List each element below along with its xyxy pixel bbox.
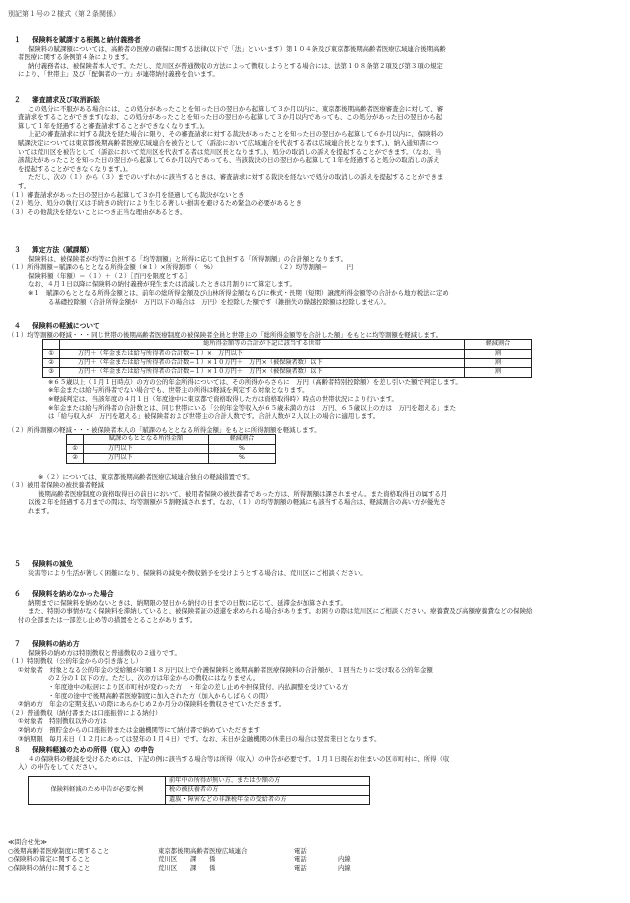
section-8-line: ４の保険料の軽減を受けるためには、下記の例に該当する場合等は所得（収入）の申告が必要です。１月１日現在お住まいの区市町村に、所得（収 [28, 754, 450, 763]
income-share-reduction-table [66, 434, 276, 463]
contact-row: ○後期高齢者医療制度に関すること 東京都後期高齢者医療広域連合 電話 [8, 846, 307, 855]
section-2-line: いては荒川区を被告として（訴訟において荒川区を代表する者は荒川区長となります。)、処分の取消しの訴えを提起することができます。（なお、当 [18, 147, 442, 156]
section-7-line: ②納め方 年金の定期支払いの際にあらかじめ２か月分の保険料を徴収させていただきます。 [18, 700, 286, 709]
table-row: 税の被扶養者の方 [29, 786, 370, 795]
table-header: 総所得金額等の合計が下記に該当する世帯 [60, 340, 465, 349]
section-4-line: 以後２年を経過する月までの間は、均等割額が５割軽減されます。なお、（１）の均等割額の軽減にも該当する場合は、軽減割合の高い方が優先さ [28, 498, 447, 507]
section-4-title: ４ 保険料の軽減について [14, 322, 100, 330]
section-4-note: ※年金または給与所得者の合計数とは、同じ世帯にいる「公的年金等収入が６５歳未満の方は 万円、６５歳以上の方は 万円を超える」また [48, 403, 456, 412]
section-4-note: ※年金または給与所得者でない場合でも、世帯主の所得は軽減を判定する対象となります。 [48, 386, 309, 395]
section-7-line: 保険料の納め方は特別徴収と普通徴収の２通りです。 [28, 648, 181, 657]
section-2-line: この処分に不服がある場合には、この処分があったことを知った日の翌日から起算して３か月以内に、東京都後期高齢者医療審査会に対して、審 [28, 104, 444, 113]
table-row: ② 万円＋（年金または給与所得者の合計数−１）×１０万円＋ 万円×（被保険者数）以下 割 [43, 359, 532, 368]
section-4-line: れます。 [28, 506, 54, 515]
section-2-line: 上記の審査請求に対する裁決を経た場合に限り、その審査請求に対する裁決があったことを知った日の翌日から起算して６か月以内に、保険料の [28, 130, 444, 139]
section-2-title: ２ 審査請求及び取消訴訟 [14, 96, 100, 104]
section-1-line: 保険料の賦課額については、高齢者の医療の確保に関する法律(以下で「法」といいます）第１０４条及び東京都後期高齢者医療広域連合後期高齢 [28, 44, 446, 53]
contact-section [8, 838, 620, 872]
section-3-line: 保険料は、被保険者が均等に負担する「均等割額」と所得に応じて負担する「所得割額」の合計額となります。 [28, 254, 348, 263]
section-2-item: （３）その他裁決を経ないことにつき正当な理由があるとき。 [8, 207, 187, 216]
section-4-note: ※軽減判定は、当該年度の４月１日（年度途中に東京都で資格取得した方は資格取得時）時点の世帯状況により行います。 [48, 395, 398, 403]
section-1-line: 納付義務者は、被保険者本人です。ただし、荒川区が普通徴収の方法によって徴収しようとする場合には、法第１０８条第２項及び第３項の規定 [28, 61, 443, 70]
section-3-formula: （１）所得割額＝賦課のもととなる所得金額（※１）×所得割率（ %） （２）均等割額＝ 円 [8, 263, 354, 272]
form-header: 別記第１号の２様式（第２条関係） [8, 10, 120, 18]
section-2-line: を提起することができなくなります。)。 [18, 164, 132, 173]
section-8-line: 入）の申告をしてください。 [18, 763, 102, 772]
equal-share-reduction-table [42, 339, 532, 378]
table-header: 賦課のもととなる所得金額 [84, 435, 209, 444]
section-3-line: 保険料額（年額）＝（１）＋（２）［百円を限度とする］ [28, 271, 191, 280]
section-6-line: 付の全部または一部差し止め等の措置をとることがあります。 [18, 615, 197, 624]
contact-title: ≪問合せ先≫ [8, 838, 47, 846]
section-4-note: ※（２）については、東京都後期高齢者医療広域連合独自の軽減措置です。 [38, 472, 254, 481]
table-row: 遺族・障害などの非課税年金の受給者の方 [29, 795, 370, 804]
section-7-line: の２分の１以下の方。ただし、次の方は年金からの徴収にはなりません。 [48, 674, 260, 683]
section-3 [8, 246, 620, 306]
section-7-line: ③納期限 毎月末日（１２月にあっては翌年の１月４日）です。なお、末日が金融機関の休業日の場合は翌営業日となります。 [18, 734, 381, 743]
section-8 [8, 746, 620, 805]
section-6-title: ６ 保険料を納めなかった場合 [14, 590, 114, 598]
table-row: ① 万円以下 % [67, 444, 276, 453]
section-7-title: ７ 保険料の納め方 [14, 640, 80, 648]
section-1-line: 者医療に関する条例第４条によります。 [18, 53, 133, 62]
section-7-line: ①対象者 対象となる公的年金の受給額が年額１８万円以上で介護保険料と後期高齢者医療保険料の合計額が、１回当たりに受け取る公的年金額 [18, 665, 433, 674]
section-3-title: ３ 算定方法（賦課額） [14, 246, 94, 254]
section-2-line: ただし、次の（１）から（３）までのいずれかに該当するときは、審査請求に対する裁決を経ないで処分の取消しの訴えを提起することができま [28, 173, 444, 182]
section-5-title: ５ 保険料の減免 [14, 560, 73, 568]
section-6-line: 納期までに保険料を納めないときは、納期限の翌日から納付の日までの日数に応じて、延滞金が加算されます。 [28, 598, 347, 607]
section-7-line: ①対象者 特別徴収以外の方は [18, 717, 107, 726]
section-3-note: ※１ 賦課のもととなる所得金額とは、前年の総所得金額及び山林所得金額ならびに株式・長期（短期）譲渡所得金額等の合計から地方税法に定め [28, 288, 449, 297]
section-2-line: 該裁決があったことを知った日の翌日から起算して６か月以内であっても、当該裁決の日の翌日から起算して１年を経過すると処分の取消しの訴え [18, 156, 440, 165]
section-1-title: １ 保険料を賦課する根拠と納付義務者 [14, 36, 141, 44]
section-2-line: 賦課決定については東京都後期高齢者医療広域連合を被告として（訴訟において広域連合を代表する者は広域連合長となります。)、納入通知書につ [18, 138, 439, 147]
table-header: 軽減割合 [209, 435, 276, 444]
section-3-line: なお、４月１日以降に保険料の納付義務が発生または消滅したときは月割りにて算定します。 [28, 280, 296, 289]
section-7-line: ・年度途中の転居により区市町村が変わった方 ・年金の差し止めや担保貸付、内払調整を受けている方 [48, 682, 349, 691]
section-4-para: （２）所得割額の軽減・・・被保険者本人の「賦課のもととなる所得金額」をもとに所得割額を軽減します。 [8, 425, 321, 434]
section-5 [8, 560, 620, 577]
section-4 [8, 322, 620, 516]
section-7-line: ②納め方 預貯金からの口座振替または金融機関等にて納付書で納めていただきます [18, 725, 261, 734]
section-2-item: （２）処分、処分の執行又は手続きの続行により生じる著しい損害を避けるため緊急の必要があるとき [8, 199, 302, 208]
section-2-line: 査請求をすることができます(なお、この処分があったことを知った日の翌日から起算して３か月以内であっても、この処分があった日の翌日から起 [18, 113, 443, 122]
section-7-line: ・年度の途中で後期高齢者医療制度に加入された方（加入からしばらくの間） [48, 691, 272, 700]
table-row: 保険料軽減のため申告が必要な例 前年中の所得が無い方、または少額の方 [29, 776, 370, 785]
section-4-note: ※６５歳以上（１月１日時点）の方の公的年金所得については、その所得からさらに 万円（高齢者特別控除額）を差し引いた額で判定します。 [48, 377, 462, 386]
section-4-line: 後期高齢者医療制度の資格取得日の前日において、被用者保険の被扶養者であった方は、所得割額は課されません。また資格取得日の属する月 [38, 489, 448, 498]
table-row: ③ 万円＋（年金または給与所得者の合計数−１）×１０万円＋ 万円×（被保険者数）以下 割 [43, 368, 532, 377]
contact-row: ○保険料の算定に関すること 荒川区 課 係 電話 内線 [8, 855, 351, 864]
section-7-line: （１）特別徴収（公的年金からの引き落とし） [8, 657, 143, 666]
table-header: 軽減割合 [465, 340, 532, 349]
section-7 [8, 640, 620, 743]
table-row: ② 万円以下 % [67, 454, 276, 463]
section-3-note: る基礎控除額（合計所得金額が 万円以下の場合は 万円）を控除した額です（雑損失の繰越控除額は控除しません）。 [48, 297, 390, 306]
table-row: ① 万円＋（年金または給与所得者の合計数−１）× 万円以下 割 [43, 349, 532, 358]
section-4-para: （１）均等割額の軽減・・・同じ世帯の後期高齢者医療制度の被保険者全員と世帯主の「総所得金額等を合計した額」をもとに均等割額を軽減します。 [8, 330, 443, 339]
section-1 [8, 36, 620, 79]
section-4-para: （３）被用者保険の被扶養者軽減 [8, 481, 104, 490]
section-5-line: 災害等により生活が著しく困難になり、保険料の減免や徴収猶予を受けようとする場合は、荒川区にご相談ください。 [28, 568, 367, 577]
section-6 [8, 590, 620, 624]
section-2-line: す。 [18, 181, 31, 190]
section-7-line: （２）普通徴収（納付書または口座振替による納付） [8, 708, 162, 717]
table-label: 保険料軽減のため申告が必要な例 [29, 776, 166, 804]
section-2-line: 算して１年を経過すると審査請求することができなくなります。)。 [18, 121, 209, 130]
section-6-line: また、特別の事情がなく保険料を滞納していると、被保険者証の返還を求められる場合があります。お困りの際は荒川区にご相談ください。療養費及び高額療養費などの保険給 [28, 607, 533, 616]
section-2 [8, 96, 620, 216]
section-1-line: により、「世帯主」及び「配偶者の一方」が連帯納付義務を負います。 [18, 70, 219, 79]
declaration-examples-table [28, 776, 370, 805]
section-4-note: は「給与収入が 万円を超える」被保険者および世帯主の合計人数です。合計人数が２人以上の場合に適用します。 [48, 412, 380, 421]
contact-row: ○保険料の納付に関すること 荒川区 課 係 電話 内線 [8, 863, 351, 872]
section-2-item: （１）審査請求があった日の翌日から起算して３か月を経過しても裁決がないとき [8, 190, 245, 199]
section-8-title: ８ 保険料軽減のための所得（収入）の申告 [14, 746, 155, 754]
